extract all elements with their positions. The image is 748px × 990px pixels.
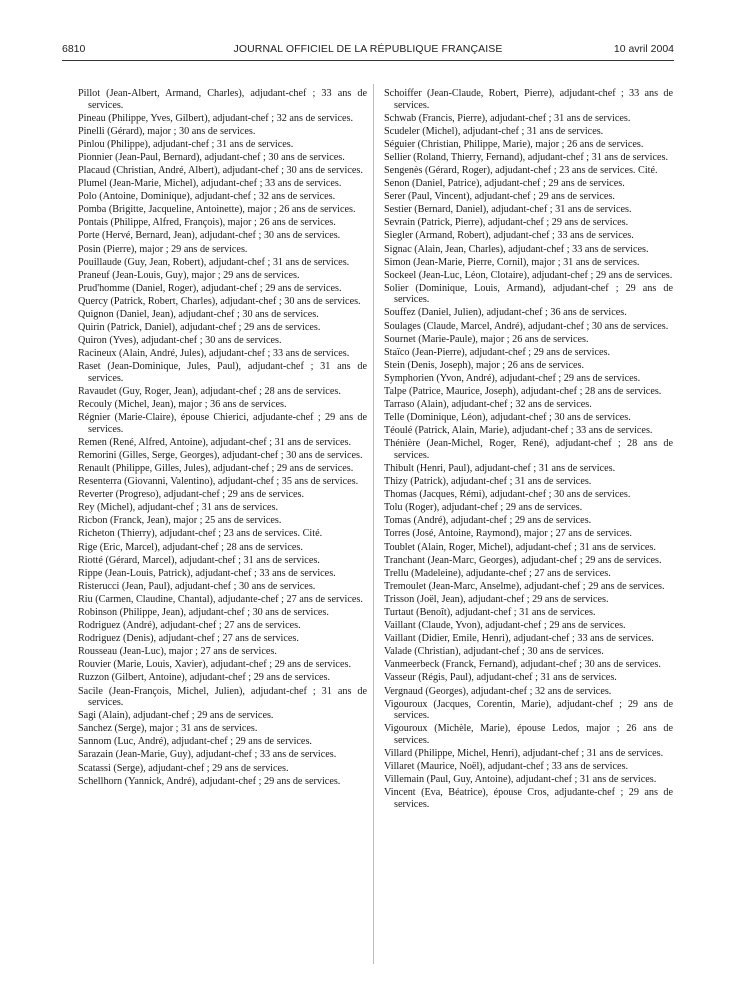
- list-item: Vigouroux (Michèle, Marie), épouse Ledos, major ; 26 ans de services.: [384, 723, 673, 746]
- list-item: Rige (Eric, Marcel), adjudant-chef ; 28 ans de services.: [78, 541, 303, 553]
- list-item: Remen (René, Alfred, Antoine), adjudant-chef ; 31 ans de services.: [78, 436, 351, 448]
- list-item: Polo (Antoine, Dominique), adjudant-chef ; 32 ans de services.: [78, 191, 336, 203]
- list-item: Tolu (Roger), adjudant-chef ; 29 ans de services.: [384, 502, 583, 514]
- list-item: Telle (Dominique, Léon), adjudant-chef ; 30 ans de services.: [384, 412, 631, 424]
- list-item: Torres (José, Antoine, Raymond), major ; 27 ans de services.: [384, 528, 632, 540]
- list-item: Vasseur (Régis, Paul), adjudant-chef ; 31 ans de services.: [384, 672, 617, 684]
- list-item: Sengenès (Gérard, Roger), adjudant-chef ; 23 ans de services. Cité.: [384, 164, 658, 176]
- list-item: Séguier (Christian, Philippe, Marie), major ; 26 ans de services.: [384, 138, 644, 150]
- list-item: Riotté (Gérard, Marcel), adjudant-chef ; 31 ans de services.: [78, 554, 320, 566]
- list-item: Sevrain (Patrick, Pierre), adjudant-chef ; 29 ans de services.: [384, 217, 629, 229]
- list-item: Placaud (Christian, André, Albert), adjudant-chef ; 30 ans de services.: [78, 164, 363, 176]
- list-item: Sagi (Alain), adjudant-chef ; 29 ans de services.: [78, 710, 274, 722]
- list-item: Remorini (Gilles, Serge, Georges), adjudant-chef ; 30 ans de services.: [78, 449, 363, 461]
- list-item: Tranchant (Jean-Marc, Georges), adjudant-chef ; 29 ans de services.: [384, 554, 662, 566]
- list-item: Quercy (Patrick, Robert, Charles), adjudant-chef ; 30 ans de services.: [78, 295, 361, 307]
- list-item: Rodriguez (Denis), adjudant-chef ; 27 ans de services.: [78, 633, 299, 645]
- list-item: Schoiffer (Jean-Claude, Robert, Pierre), adjudant-chef ; 33 ans de services.: [384, 88, 673, 111]
- publication-date: 10 avril 2004: [613, 43, 674, 55]
- list-item: Stein (Denis, Joseph), major ; 26 ans de services.: [384, 359, 585, 371]
- list-item: Signac (Alain, Jean, Charles), adjudant-chef ; 33 ans de services.: [384, 243, 649, 255]
- list-item: Pomba (Brigitte, Jacqueline, Antoinette), major ; 26 ans de services.: [78, 204, 356, 216]
- list-item: Serer (Paul, Vincent), adjudant-chef ; 29 ans de services.: [384, 191, 615, 203]
- list-item: Quiron (Yves), adjudant-chef ; 30 ans de services.: [78, 335, 282, 347]
- list-item: Rouvier (Marie, Louis, Xavier), adjudant-chef ; 29 ans de services.: [78, 659, 351, 671]
- list-item: Raset (Jean-Dominique, Jules, Paul), adjudant-chef ; 31 ans de services.: [78, 361, 367, 384]
- list-item: Symphorien (Yvon, André), adjudant-chef ; 29 ans de services.: [384, 372, 641, 384]
- list-item: Thomas (Jacques, Rémi), adjudant-chef ; 30 ans de services.: [384, 489, 631, 501]
- list-item: Souffez (Daniel, Julien), adjudant-chef ; 36 ans de services.: [384, 307, 627, 319]
- list-item: Senon (Daniel, Patrice), adjudant-chef ; 29 ans de services.: [384, 178, 625, 190]
- list-item: Posin (Pierre), major ; 29 ans de services.: [78, 243, 248, 255]
- list-item: Pionnier (Jean-Paul, Bernard), adjudant-chef ; 30 ans de services.: [78, 151, 345, 163]
- list-item: Racineux (Alain, André, Jules), adjudant-chef ; 33 ans de services.: [78, 348, 350, 360]
- list-item: Valade (Christian), adjudant-chef ; 30 ans de services.: [384, 646, 604, 658]
- list-item: Scudeler (Michel), adjudant-chef ; 31 ans de services.: [384, 125, 604, 137]
- list-item: Sanchez (Serge), major ; 31 ans de services.: [78, 723, 258, 735]
- column-divider: [373, 84, 374, 964]
- list-item: Pinlou (Philippe), adjudant-chef ; 31 ans de services.: [78, 138, 294, 150]
- page-header: [62, 43, 674, 57]
- list-item: Recouly (Michel, Jean), major ; 36 ans de services.: [78, 399, 287, 411]
- list-item: Thénière (Jean-Michel, Roger, René), adjudant-chef ; 28 ans de services.: [384, 438, 673, 461]
- list-item: Risterucci (Jean, Paul), adjudant-chef ; 30 ans de services.: [78, 580, 316, 592]
- list-item: Pinelli (Gérard), major ; 30 ans de services.: [78, 125, 256, 137]
- journal-title: JOURNAL OFFICIEL DE LA RÉPUBLIQUE FRANÇAISE: [233, 43, 503, 55]
- list-item: Sacile (Jean-François, Michel, Julien), adjudant-chef ; 31 ans de services.: [78, 685, 367, 709]
- list-item: Plumel (Jean-Marie, Michel), adjudant-chef ; 33 ans de services.: [78, 178, 342, 190]
- list-item: Solier (Dominique, Louis, Armand), adjudant-chef ; 29 ans de services.: [384, 282, 673, 306]
- list-item: Vergnaud (Georges), adjudant-chef ; 32 ans de services.: [384, 685, 612, 697]
- list-item: Tomas (André), adjudant-chef ; 29 ans de services.: [384, 515, 592, 527]
- list-item: Riu (Carmen, Claudine, Chantal), adjudante-chef ; 27 ans de services.: [78, 593, 363, 605]
- list-item: Soulages (Claude, Marcel, André), adjudant-chef ; 30 ans de services.: [384, 320, 669, 332]
- list-item: Quignon (Daniel, Jean), adjudant-chef ; 30 ans de services.: [78, 309, 319, 320]
- list-item: Trisson (Joël, Jean), adjudant-chef ; 29 ans de services.: [384, 593, 609, 605]
- list-item: Turtaut (Benoît), adjudant-chef ; 31 ans de services.: [384, 606, 596, 618]
- list-item: Vaillant (Didier, Emile, Henri), adjudant-chef ; 33 ans de services.: [384, 633, 654, 645]
- list-item: Vigouroux (Jacques, Corentin, Marie), adjudant-chef ; 29 ans de services.: [384, 698, 673, 722]
- list-item: Rippe (Jean-Louis, Patrick), adjudant-chef ; 33 ans de services.: [78, 567, 336, 579]
- list-item: Quirin (Patrick, Daniel), adjudant-chef ; 29 ans de services.: [78, 322, 321, 334]
- list-item: Prud'homme (Daniel, Roger), adjudant-chef ; 29 ans de services.: [78, 282, 342, 294]
- list-item: Vanmeerbeck (Franck, Fernand), adjudant-chef ; 30 ans de services.: [384, 659, 661, 671]
- list-item: Siegler (Armand, Robert), adjudant-chef ; 33 ans de services.: [384, 230, 634, 242]
- list-item: Scatassi (Serge), adjudant-chef ; 29 ans de services.: [78, 762, 289, 774]
- list-item: Sestier (Bernard, Daniel), adjudant-chef ; 31 ans de services.: [384, 204, 632, 216]
- list-item: Sarazain (Jean-Marie, Guy), adjudant-chef ; 33 ans de services.: [78, 749, 337, 761]
- list-item: Villemain (Paul, Guy, Antoine), adjudant-chef ; 31 ans de services.: [384, 774, 657, 785]
- list-item: Vaillant (Claude, Yvon), adjudant-chef ; 29 ans de services.: [384, 620, 626, 632]
- list-item: Reverter (Progreso), adjudant-chef ; 29 ans de services.: [78, 489, 305, 501]
- list-item: Toublet (Alain, Roger, Michel), adjudant-chef ; 31 ans de services.: [384, 541, 656, 553]
- list-item: Simon (Jean-Marie, Pierre, Cornil), major ; 31 ans de services.: [384, 256, 640, 268]
- list-item: Sellier (Roland, Thierry, Fernand), adjudant-chef ; 31 ans de services.: [384, 151, 669, 163]
- list-item: Sournet (Marie-Paule), major ; 26 ans de services.: [384, 333, 589, 345]
- list-item: Sockeel (Jean-Luc, Léon, Clotaire), adjudant-chef ; 29 ans de services.: [384, 269, 673, 281]
- header-rule: [62, 60, 674, 61]
- list-item: Porte (Hervé, Bernard, Jean), adjudant-chef ; 30 ans de services.: [78, 230, 341, 242]
- list-item: Rodriguez (André), adjudant-chef ; 27 ans de services.: [78, 620, 301, 632]
- list-item: Régnier (Marie-Claire), épouse Chierici, adjudante-chef ; 29 ans de services.: [78, 412, 367, 435]
- list-item: Praneuf (Jean-Louis, Guy), major ; 29 ans de services.: [78, 269, 300, 281]
- list-item: Tremoulet (Jean-Marc, Anselme), adjudant-chef ; 29 ans de services.: [384, 580, 665, 592]
- list-item: Tarraso (Alain), adjudant-chef ; 32 ans de services.: [384, 399, 592, 411]
- list-item: Thizy (Patrick), adjudant-chef ; 31 ans de services.: [384, 476, 592, 488]
- list-item: Villaret (Maurice, Noël), adjudant-chef ; 33 ans de services.: [384, 760, 629, 772]
- right-column: [384, 88, 673, 812]
- list-item: Pontais (Philippe, Alfred, François), major ; 26 ans de services.: [78, 217, 336, 229]
- left-column: [78, 88, 367, 789]
- page-number: 6810: [62, 43, 86, 55]
- list-item: Pineau (Philippe, Yves, Gilbert), adjudant-chef ; 32 ans de services.: [78, 112, 354, 124]
- list-item: Resenterra (Giovanni, Valentino), adjudant-chef ; 35 ans de services.: [78, 476, 359, 488]
- list-item: Pouillaude (Guy, Jean, Robert), adjudant-chef ; 31 ans de services.: [78, 256, 350, 268]
- list-item: Téoulé (Patrick, Alain, Marie), adjudant-chef ; 33 ans de services.: [384, 425, 653, 437]
- list-item: Ruzzon (Gilbert, Antoine), adjudant-chef ; 29 ans de services.: [78, 672, 331, 684]
- list-item: Rousseau (Jean-Luc), major ; 27 ans de services.: [78, 646, 277, 658]
- list-item: Schwab (Francis, Pierre), adjudant-chef ; 31 ans de services.: [384, 112, 631, 124]
- list-item: Renault (Philippe, Gilles, Jules), adjudant-chef ; 29 ans de services.: [78, 462, 354, 474]
- list-item: Staïco (Jean-Pierre), adjudant-chef ; 29 ans de services.: [384, 346, 611, 358]
- list-item: Pillot (Jean-Albert, Armand, Charles), adjudant-chef ; 33 ans de services.: [78, 88, 367, 111]
- list-item: Sannom (Luc, André), adjudant-chef ; 29 ans de services.: [78, 736, 312, 748]
- list-item: Ricbon (Franck, Jean), major ; 25 ans de services.: [78, 515, 282, 527]
- list-item: Ravaudet (Guy, Roger, Jean), adjudant-chef ; 28 ans de services.: [78, 385, 341, 397]
- list-item: Rey (Michel), adjudant-chef ; 31 ans de services.: [78, 502, 278, 514]
- list-item: Richeton (Thierry), adjudant-chef ; 23 ans de services. Cité.: [78, 528, 323, 540]
- list-item: Schellhorn (Yannick, André), adjudant-chef ; 29 ans de services.: [78, 775, 341, 787]
- list-item: Thibult (Henri, Paul), adjudant-chef ; 31 ans de services.: [384, 462, 616, 474]
- list-item: Robinson (Philippe, Jean), adjudant-chef ; 30 ans de services.: [78, 606, 329, 618]
- list-item: Vincent (Eva, Béatrice), épouse Cros, adjudante-chef ; 29 ans de services.: [384, 787, 673, 810]
- list-item: Villard (Philippe, Michel, Henri), adjudant-chef ; 31 ans de services.: [384, 747, 664, 759]
- list-item: Talpe (Patrice, Maurice, Joseph), adjudant-chef ; 28 ans de services.: [384, 385, 662, 397]
- list-item: Trellu (Madeleine), adjudante-chef ; 27 ans de services.: [384, 567, 611, 579]
